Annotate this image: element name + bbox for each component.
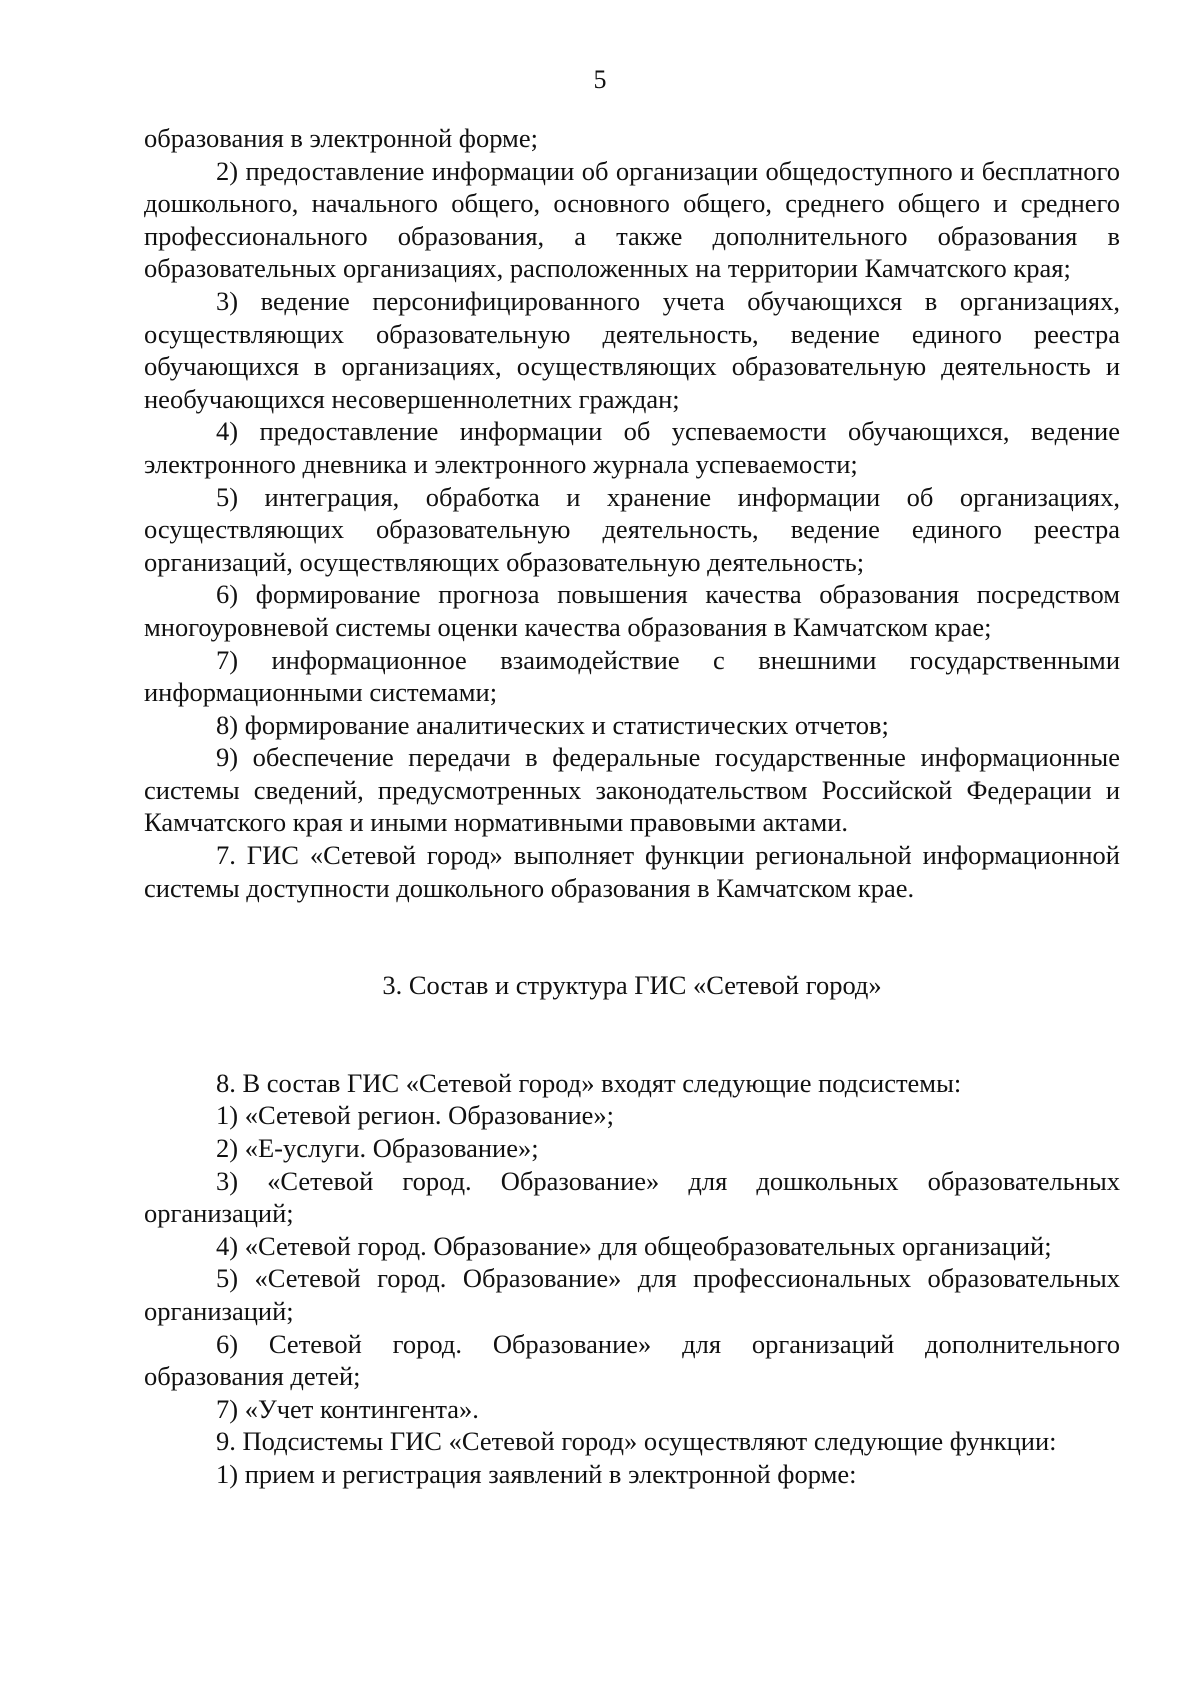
paragraph: 6) формирование прогноза повышения качества образования посредством многоуровневой системы оценки качества образования в Камчатском крае; xyxy=(144,579,1120,642)
paragraph: 2) «Е-услуги. Образование»; xyxy=(216,1133,539,1164)
paragraph: 9. Подсистемы ГИС «Сетевой город» осуществляют следующие функции: xyxy=(216,1426,1057,1457)
spacer xyxy=(144,904,1120,969)
document-body xyxy=(144,122,1120,1491)
paragraph: 2) предоставление информации об организации общедоступного и бесплатного дошкольного, начального общего, основного общего, среднего общего и среднего профессионального образования, а также дополнительного образования в образовательных организациях, расположенных на территории Камчатского края; xyxy=(144,155,1120,284)
paragraph: 7. ГИС «Сетевой город» выполняет функции региональной информационной системы доступности дошкольного образования в Камчатском крае. xyxy=(144,840,1120,903)
paragraph: 1) прием и регистрация заявлений в электронной форме: xyxy=(216,1458,857,1489)
paragraph: 7) «Учет контингента». xyxy=(216,1393,479,1424)
paragraph: образования в электронной форме; xyxy=(144,123,538,153)
paragraph: 7) информационное взаимодействие с внешними государственными информационными системами; xyxy=(144,644,1120,708)
paragraph: 9) обеспечение передачи в федеральные государственные информационные системы сведений, предусмотренных законодательством Российской Федерации и Камчатского края и иными нормативными правовыми актами. xyxy=(144,742,1120,838)
paragraph-group-subsystems xyxy=(144,1067,1120,1491)
paragraph: 4) «Сетевой город. Образование» для общеобразовательных организаций; xyxy=(216,1230,1052,1261)
paragraph: 4) предоставление информации об успеваемости обучающихся, ведение электронного дневника и электронного журнала успеваемости; xyxy=(144,416,1120,479)
paragraph: 5) интеграция, обработка и хранение информации об организациях, осуществляющих образовательную деятельность, ведение единого реестра организаций, осуществляющих образовательную деятельность; xyxy=(144,481,1120,577)
paragraph: 3) ведение персонифицированного учета обучающихся в организациях, осуществляющих образовательную деятельность, ведение единого реестра обучающихся в организациях, осуществляющих образовательную деятельность и необучающихся несовершеннолетних граждан; xyxy=(144,285,1120,414)
paragraph: 8) формирование аналитических и статистических отчетов; xyxy=(216,709,889,740)
paragraph: 6) Сетевой город. Образование» для организаций дополнительного образования детей; xyxy=(144,1328,1120,1392)
spacer xyxy=(144,1002,1120,1067)
paragraph: 5) «Сетевой город. Образование» для профессиональных образовательных организаций; xyxy=(144,1263,1120,1326)
section-heading: 3. Состав и структура ГИС «Сетевой город» xyxy=(382,970,882,1001)
paragraph: 8. В состав ГИС «Сетевой город» входят следующие подсистемы: xyxy=(216,1067,962,1098)
page-number: 5 xyxy=(593,65,607,94)
paragraph: 1) «Сетевой регион. Образование»; xyxy=(216,1100,615,1131)
paragraph-group-functions xyxy=(144,122,1120,904)
paragraph: 3) «Сетевой город. Образование» для дошкольных образовательных организаций; xyxy=(144,1165,1120,1229)
